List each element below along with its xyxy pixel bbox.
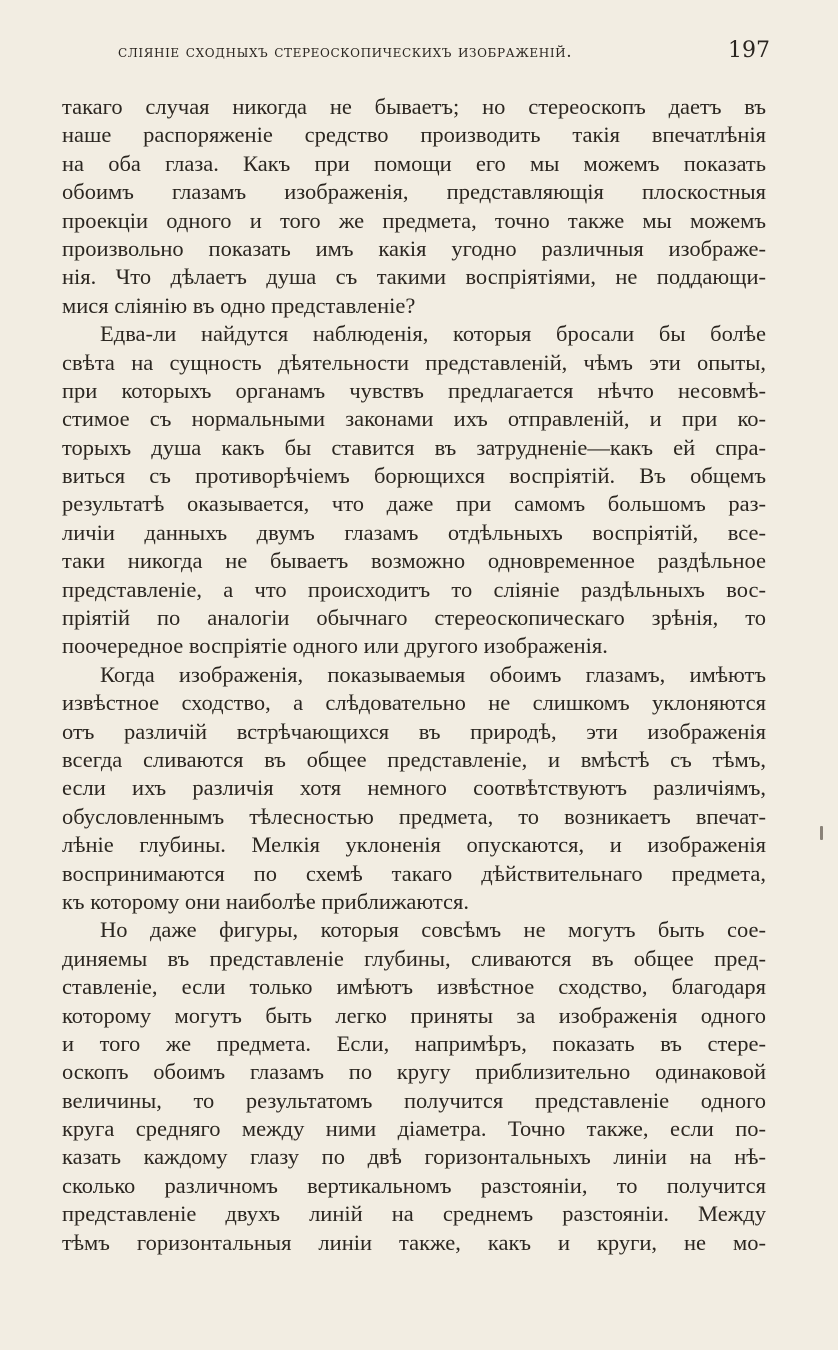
text-line: диняемы въ представленiе глубины, сливаются въ общее пред-: [62, 945, 766, 971]
text-line: Когда изображенiя, показываемыя обоимъ глазамъ, имѣютъ: [100, 661, 766, 687]
text-line: сколько различномъ вертикальномъ разстоянiи, то получится: [62, 1172, 766, 1198]
margin-speck: [820, 826, 823, 840]
text-line: торыхъ душа какъ бы ставится въ затрудненiе—какъ ей спра-: [62, 434, 766, 460]
text-line: такаго случая никогда не бываетъ; но стереоскопъ даетъ въ: [62, 94, 766, 119]
text-line: представленiе двухъ линiй на среднемъ разстоянiи. Между: [62, 1201, 766, 1227]
text-line: Но даже фигуры, которыя совсѣмъ не могутъ быть сое-: [100, 917, 766, 943]
text-line: проекцiи одного и того же предмета, точно также мы можемъ: [62, 207, 766, 233]
text-line: отъ различiй встрѣчающихся въ природѣ, эти изображенiя: [62, 718, 766, 744]
text-line: нiя. Что дѣлаетъ душа съ такими воспрiятiями, не поддающи-: [62, 264, 766, 290]
text-line: прiятiй по аналогiи обычнаго стереоскопическаго зрѣнiя, то: [62, 605, 766, 631]
text-line: всегда сливаются въ общее представленiе, и вмѣстѣ съ тѣмъ,: [62, 746, 766, 772]
text-line: лѣнiе глубины. Мелкiя уклоненiя опускаются, и изображенiя: [62, 832, 766, 858]
text-line: тѣмъ горизонтальныя линiи также, какъ и круги, не мо-: [62, 1229, 766, 1255]
text-line: поочередное воспрiятiе одного или другого изображенiя.: [62, 633, 608, 659]
text-line: оскопъ обоимъ глазамъ по кругу приблизительно одинаковой: [62, 1059, 766, 1085]
text-line: произвольно показать имъ какiя угодно различныя изображе-: [62, 235, 766, 261]
text-line: ставленiе, если только имѣютъ извѣстное сходство, благодаря: [62, 974, 766, 1000]
text-line: и того же предмета. Если, напримѣръ, показать въ стере-: [62, 1030, 766, 1056]
text-line: на оба глаза. Какъ при помощи его мы можемъ показать: [62, 150, 766, 176]
text-line: если ихъ различiя хотя немного соотвѣтствуютъ различiямъ,: [62, 775, 766, 801]
text-line: обоимъ глазамъ изображенiя, представляющiя плоскостныя: [62, 179, 766, 205]
text-line: казать каждому глазу по двѣ горизонтальныхъ линiи на нѣ-: [62, 1144, 766, 1170]
text-line: Едва-ли найдутся наблюденiя, которыя бросали бы болѣе: [100, 321, 766, 347]
body-text: [62, 93, 766, 1257]
text-line: при которыхъ органамъ чувствъ предлагается нѣчто несовмѣ-: [62, 377, 766, 403]
text-line: мися слiянiю въ одно представленiе?: [62, 292, 416, 318]
page-number: 197: [728, 38, 770, 63]
text-line: виться съ противорѣчiемъ борющихся воспрiятiй. Въ общемъ: [62, 463, 766, 489]
running-title: слiянiе сходныхъ стереоскопическихъ изображенiй.: [118, 42, 573, 62]
text-line: круга средняго между ними дiаметра. Точно также, если по-: [62, 1116, 766, 1142]
text-line: представленiе, а что происходитъ то слiянiе раздѣльныхъ вос-: [62, 576, 766, 602]
text-line: которому могутъ быть легко приняты за изображенiя одного: [62, 1002, 766, 1028]
text-line: наше распоряженiе средство производить такiя впечатлѣнiя: [62, 122, 766, 148]
text-line: обусловленнымъ тѣлесностью предмета, то возникаетъ впечат-: [62, 803, 766, 829]
running-header: [118, 38, 770, 72]
text-line: личiи данныхъ двумъ глазамъ отдѣльныхъ воспрiятiй, все-: [62, 519, 766, 545]
text-line: извѣстное сходство, а слѣдовательно не слишкомъ уклоняются: [62, 690, 766, 716]
text-line: стимое съ нормальными законами ихъ отправленiй, и при ко-: [62, 406, 766, 432]
text-line: величины, то результатомъ получится представленiе одного: [62, 1087, 766, 1113]
text-line: къ которому они наиболѣе приближаются.: [62, 888, 469, 914]
text-line: свѣта на сущность дѣятельности представленiй, чѣмъ эти опыты,: [62, 349, 766, 375]
text-line: результатѣ оказывается, что даже при самомъ большомъ раз-: [62, 491, 766, 517]
text-line: таки никогда не бываетъ возможно одновременное раздѣльное: [62, 548, 766, 574]
text-line: воспринимаются по схемѣ такаго дѣйствительнаго предмета,: [62, 860, 766, 886]
